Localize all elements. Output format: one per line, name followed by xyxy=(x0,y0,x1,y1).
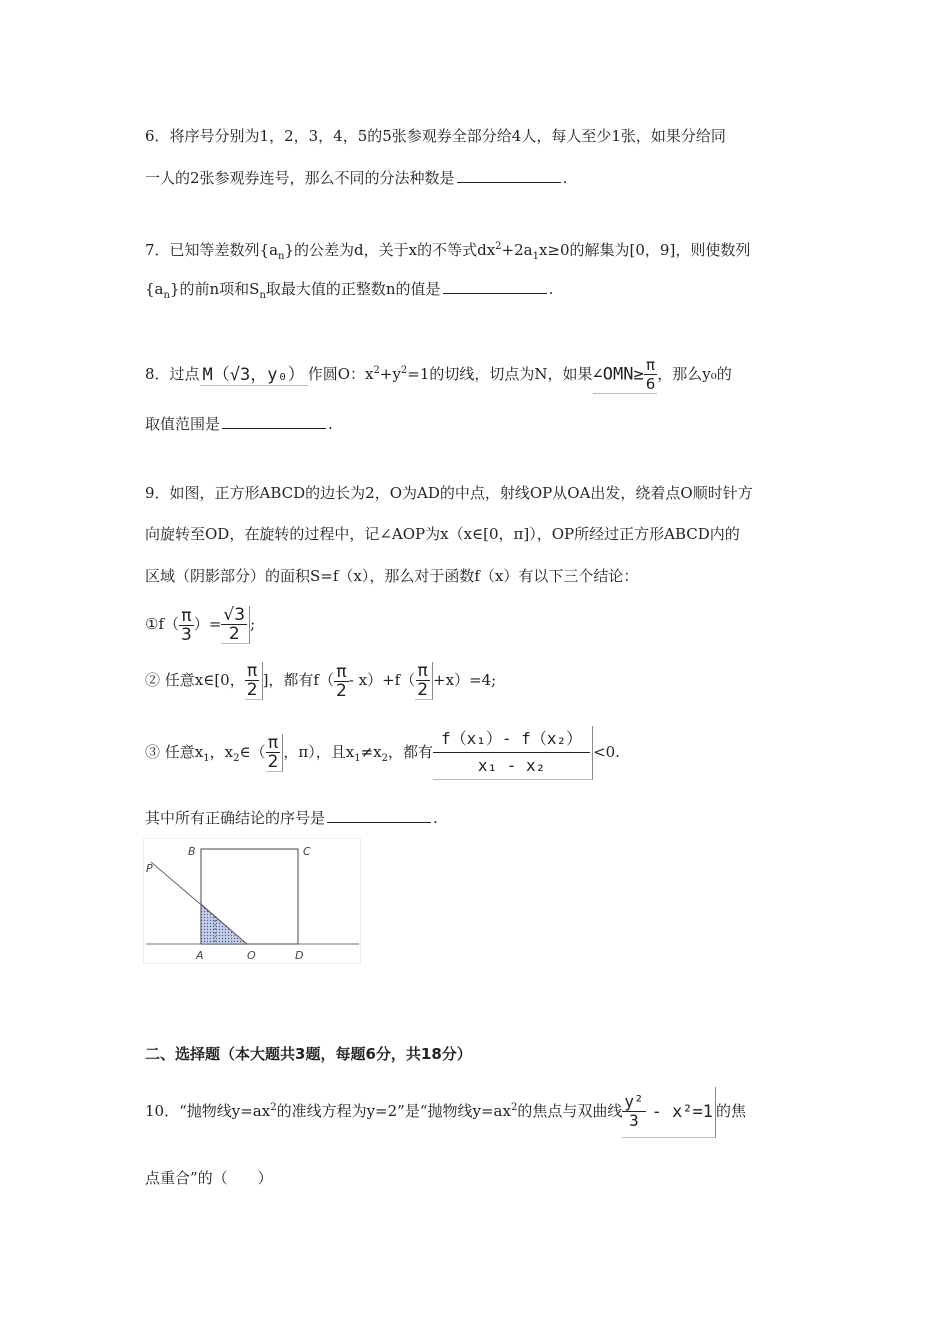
q6-line1: 6．将序号分别为1，2，3，4，5的5张参观券全部分给4人，每人至少1张，如果分给同 xyxy=(145,127,726,145)
q9-line1: 9．如图，正方形ABCD的边长为2，O为AD的中点，射线OP从OA出发，绕着点O顺时针方 xyxy=(145,484,753,502)
label-o: O xyxy=(247,949,256,962)
answer-blank[interactable] xyxy=(457,168,561,183)
answer-blank[interactable] xyxy=(222,414,326,429)
angle-formula: ∠OMN≥ $\frac{\pi}{6}$ xyxy=(592,356,656,393)
q7-line1: 7．已知等差数列$\{a_n\}$的公差为d，关于x的不等式$dx^2+2a_1x\ge 0$的解集为[0，9]，则使数列 xyxy=(145,241,751,262)
q7-line2: $\{a_n\}$的前n项和$S_n$取最大值的正整数n的值是 . xyxy=(145,280,554,301)
q8-line1: 8．过点 M（√3，y₀） 作圆O：$x^2+y^2=1$的切线，切点为N，如果∠OMN≥ $\frac{\pi}{6}$ ，那么y₀的 xyxy=(145,356,732,393)
point-m-formula: M（√3，y₀） xyxy=(200,365,308,386)
ray-op xyxy=(151,862,247,944)
q10-line2: 点重合”的（ ） xyxy=(145,1169,273,1187)
label-a: A xyxy=(196,949,204,962)
q8-line2: 取值范围是 . xyxy=(145,415,333,433)
q9-conclusion-1: ①f（ $\frac{\pi}{3}$ ）= $\frac{√3}{2}$ ; xyxy=(145,605,256,645)
answer-blank[interactable] xyxy=(443,279,547,294)
figure-frame xyxy=(143,838,361,964)
hyperbola-formula: $\frac{\text{y²}}{3}$ - x²=1 xyxy=(622,1087,716,1138)
section-title: 二、选择题（本大题共3题，每题6分，共18分） xyxy=(145,1045,472,1063)
q9-line2: 向旋转至OD，在旋转的过程中，记∠AOP为x（x∈[0，π]），OP所经过正方形ABCD内的 xyxy=(145,525,740,543)
label-b: B xyxy=(188,845,196,858)
answer-blank[interactable] xyxy=(327,808,431,823)
q9-conclusion-3: ③ 任意$x_1$，$x_2\in$（ $\frac{\pi}{2}$ ，π），且$x_1\ne x_2$，都有 $\frac{\text{f（x₁）- f（x₂）}}{\text{x₁ - x₂}}$ <0. xyxy=(145,722,620,789)
q9-conclusion-2: ② 任意x∈[0， $\frac{\pi}{2}$ ]，都有f（ $\frac{\pi}{2}$ - x）+f（ $\frac{\pi}{2}$ +x）=4; xyxy=(145,661,497,701)
q6-line2: 一人的2张参观券连号，那么不同的分法种数是 . xyxy=(145,169,568,187)
label-p: P xyxy=(146,862,153,875)
q10-line1: 10．“抛物线$y=ax^2$的准线方程为y=2”是“抛物线$y=ax^2$的焦点与双曲线 $\frac{\text{y²}}{3}$ - x²=1 的焦 xyxy=(145,1083,746,1138)
square-figure xyxy=(143,838,361,964)
q9-line3: 区域（阴影部分）的面积S=f（x），那么对于函数f（x）有以下三个结论： xyxy=(145,567,639,585)
label-c: C xyxy=(303,845,311,858)
q9-conclusion-question: 其中所有正确结论的序号是 . xyxy=(145,809,438,827)
label-d: D xyxy=(295,949,304,962)
